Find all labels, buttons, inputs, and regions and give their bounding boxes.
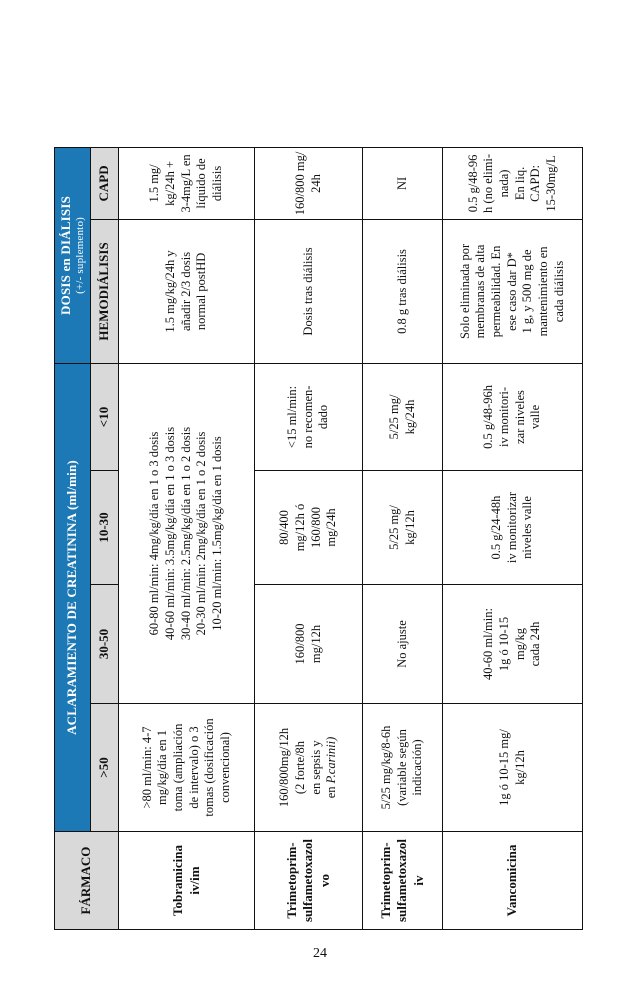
cell-capd [363, 147, 443, 219]
cell-10-30 [363, 471, 443, 585]
text-line: en sepsis y [308, 740, 323, 795]
text-line: Solo eliminada por [457, 243, 472, 340]
text-line: añadir 2/3 dosis [178, 251, 193, 332]
header-farmaco: FÁRMACO [55, 832, 119, 930]
cell-10-30 [255, 471, 363, 585]
header-dialisis [55, 147, 91, 363]
text-line: 160/800 [308, 507, 323, 548]
text-line: nada) [496, 169, 511, 198]
header-lt10: <10 [91, 363, 119, 470]
text-line: 0.5 g/48-96 [465, 154, 480, 213]
text-line: líquido de [194, 158, 209, 209]
text-line: valle [528, 404, 543, 430]
cell-30-50 [363, 585, 443, 704]
text-line: 1 g, y 500 mg de [520, 249, 535, 334]
text-line: 24h [308, 174, 323, 193]
text-line: 160/800mg/12h [277, 727, 292, 808]
text-line: 0.8 g tras diálisis [394, 249, 409, 334]
text-line: Dosis tras diálisis [300, 247, 315, 336]
text-line: 10-20 ml/min: 1.5mg/kg/día en 1 dosis [209, 436, 224, 631]
text-line: 160/800 mg/ [292, 151, 307, 216]
text-line: 160/800 [292, 623, 307, 665]
drug-line: Trimetoprim- [378, 842, 394, 919]
drug-name [255, 832, 363, 930]
text-line: (2 forte/8h [292, 740, 307, 795]
drug-line: iv [410, 875, 426, 886]
text-line: dado [316, 404, 331, 430]
text-line: kg/24h [402, 399, 417, 435]
drug-name [443, 832, 583, 930]
cell-gt50 [255, 704, 363, 832]
text-line: 5/25 mg/ [386, 394, 401, 440]
text-line: mg/kg/día en 1 [155, 730, 170, 805]
header-dialisis-title: DOSIS en DIÁLISIS [57, 195, 73, 315]
cell-10-30 [443, 471, 583, 585]
drug-line: sulfametoxazol [394, 838, 410, 923]
dosing-table [54, 147, 583, 930]
text-line: 1.5 mg/ [147, 164, 162, 203]
text-line: mg/kg [512, 628, 527, 660]
cell-capd [443, 147, 583, 219]
text-line: h (no elimi- [481, 153, 496, 213]
text-line: niveles valle [520, 496, 535, 559]
text-line: 0.5 g/24-48h [489, 495, 504, 560]
drug-line: vo [316, 874, 332, 887]
cell-lt10 [363, 363, 443, 470]
text-line: cada diálisis [551, 260, 566, 323]
text-line: de intervalo) o 3 [186, 726, 201, 809]
text-line: ese caso dar D* [504, 252, 519, 331]
cell-30-50 [443, 585, 583, 704]
text-line: zar niveles [512, 390, 527, 444]
text-line: No ajuste [394, 620, 409, 668]
text-line: >80 ml/min: 4-7 [139, 726, 154, 809]
text-line: kg/12h [512, 750, 527, 785]
text-line: 20-30 ml/min: 2mg/kg/día en 1 o 2 dosis [194, 431, 209, 636]
text-line: 1g ó 10-15 mg/ [496, 729, 511, 806]
drug-name [363, 832, 443, 930]
cell-hemodialisis [443, 219, 583, 363]
text-line: mg/12h [308, 624, 323, 664]
cell-30-50 [255, 585, 363, 704]
cell-capd [119, 147, 255, 219]
text-line: permeabilidad. En [489, 245, 504, 338]
text-line: 80/400 [277, 510, 292, 545]
text-line: iv monitorizar [504, 491, 519, 564]
text-line: 5/25 mg/kg/8-6h [379, 725, 394, 810]
text-line: 40-60 ml/min: [481, 608, 496, 680]
text-line: 30-40 ml/min: 2.5mg/kg/día en 1 o 2 dosis [178, 426, 193, 641]
text-line: 40-60 ml/min: 3.5mg/kg/día en 1 o 3 dosis [163, 426, 178, 641]
text-fragment: en [324, 786, 339, 799]
table-row [443, 147, 583, 929]
cell-merged-dosing [119, 363, 255, 703]
cell-hemodialisis [363, 219, 443, 363]
text-line: tomas (dosificación [202, 718, 217, 817]
header-30-50: 30-50 [91, 585, 119, 704]
drug-line: Vancomicina [504, 844, 520, 917]
header-capd: CAPD [91, 147, 119, 219]
text-line: normal postHD [194, 252, 209, 331]
table-row [363, 147, 443, 929]
text-line [324, 707, 340, 828]
header-hemodialisis: HEMODIÁLISIS [91, 219, 119, 363]
cell-lt10 [443, 363, 583, 470]
drug-line: iv/im [186, 866, 202, 895]
cell-gt50 [443, 704, 583, 832]
header-aclaramiento: ACLARAMIENTO DE CREATININA (ml/min) [55, 363, 91, 831]
text-line: 5/25 mg/ [386, 505, 401, 550]
text-line: 0.5 g/48-96h [481, 385, 496, 449]
drug-name [119, 832, 255, 930]
text-line: indicación) [410, 739, 425, 796]
header-10-30: 10-30 [91, 471, 119, 585]
text-line: NI [394, 176, 409, 191]
cell-gt50 [363, 704, 443, 832]
cell-gt50 [119, 704, 255, 832]
text-line: iv monitori- [496, 386, 511, 448]
drug-line: sulfametoxazol [300, 838, 316, 923]
text-line: kg/24h + [163, 161, 178, 206]
cell-capd [255, 147, 363, 219]
text-line: CAPD: [528, 165, 543, 202]
text-line: cada 24h [528, 621, 543, 667]
page-number: 24 [313, 946, 327, 961]
text-line: membranas de alta [473, 244, 488, 339]
text-line: mg/12h ó [292, 503, 307, 552]
cell-hemodialisis [255, 219, 363, 363]
table-row [119, 147, 255, 929]
text-line: 1g ó 10-15 [496, 616, 511, 672]
text-line: mg/24h [324, 508, 339, 547]
cell-hemodialisis [119, 219, 255, 363]
text-line: 3-4mg/L en [178, 154, 193, 213]
header-dialisis-sub: (+/- suplemento) [73, 216, 86, 294]
cell-lt10 [255, 363, 363, 470]
italic-text: P.carinii) [324, 736, 339, 784]
text-line: 60-80 ml/min: 4mg/kg/día en 1 o 3 dosis [147, 431, 162, 636]
text-line: (variable según [394, 729, 409, 806]
text-line: convencional) [217, 732, 232, 803]
text-line: mantenimiento en [535, 246, 550, 337]
text-line: diálisis [209, 165, 224, 202]
text-line: toma (ampliación [170, 723, 185, 812]
rotated-table-container [54, 148, 582, 930]
text-line: <15 ml/min: [285, 385, 300, 449]
drug-line: Trimetoprim- [284, 842, 300, 919]
text-line: kg/12h [402, 510, 417, 545]
table-row [255, 147, 363, 929]
drug-line: Tobramicina [170, 844, 186, 917]
header-gt50: >50 [91, 704, 119, 832]
text-line: 1.5 mg/kg/24h y [163, 250, 178, 333]
text-line: En liq. [512, 166, 527, 201]
text-line: 15-30mg/L [543, 155, 558, 212]
text-line: no recomen- [300, 385, 315, 449]
